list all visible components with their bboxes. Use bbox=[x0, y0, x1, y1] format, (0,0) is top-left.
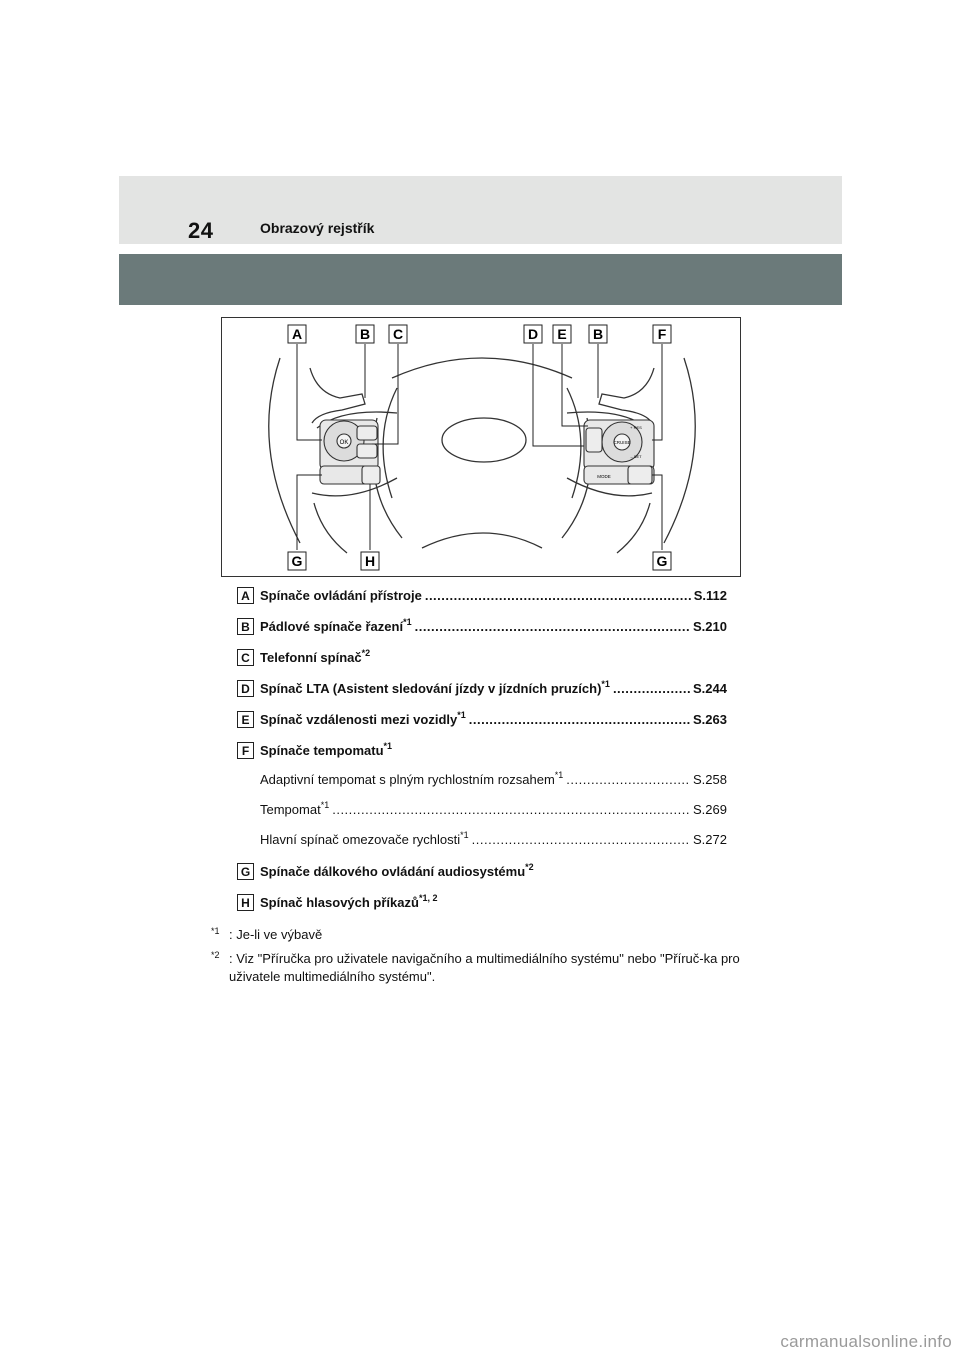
callouts-bottom bbox=[288, 552, 671, 570]
leader-dots bbox=[332, 802, 690, 817]
callout-f: F bbox=[657, 326, 667, 342]
item-footnote-mark: *2 bbox=[361, 648, 371, 658]
leader-dots bbox=[425, 588, 691, 603]
leader-dots bbox=[613, 681, 690, 696]
list-item bbox=[237, 859, 727, 890]
list-item bbox=[237, 738, 727, 769]
res-button-label: + RES bbox=[630, 425, 642, 430]
item-label: Spínače dálkového ovládání audiosystému bbox=[260, 864, 526, 879]
item-key-box: B bbox=[237, 618, 254, 635]
item-key-box: A bbox=[237, 587, 254, 604]
item-label: Spínač vzdálenosti mezi vozidly bbox=[260, 712, 458, 727]
callout-g-right: G bbox=[656, 553, 668, 569]
list-item bbox=[237, 583, 727, 614]
list-item bbox=[237, 769, 727, 799]
item-page-ref[interactable]: S.244 bbox=[693, 681, 727, 696]
item-entry[interactable] bbox=[260, 712, 727, 727]
item-footnote-mark: *2 bbox=[525, 862, 534, 872]
list-item bbox=[237, 829, 727, 859]
item-label: Spínače ovládání přístroje bbox=[260, 588, 422, 603]
item-entry bbox=[260, 743, 727, 758]
item-entry bbox=[260, 895, 727, 910]
item-key-box: G bbox=[237, 863, 254, 880]
callout-d: D bbox=[527, 326, 539, 342]
list-item bbox=[237, 890, 727, 921]
item-footnote-mark: *1 bbox=[403, 617, 412, 627]
list-item bbox=[237, 707, 727, 738]
item-label: Spínač LTA (Asistent sledování jízdy v jízdních pruzích) bbox=[260, 681, 602, 696]
callout-e: E bbox=[557, 326, 567, 342]
item-entry[interactable] bbox=[260, 588, 727, 603]
footnote bbox=[211, 926, 771, 944]
item-label: Telefonní spínač bbox=[260, 650, 362, 665]
item-page-ref[interactable]: S.258 bbox=[693, 772, 727, 787]
list-item bbox=[237, 799, 727, 829]
item-key-box: E bbox=[237, 711, 254, 728]
item-label: Tempomat bbox=[260, 802, 321, 817]
steering-wheel-illustration bbox=[222, 318, 740, 576]
callout-g-left: G bbox=[291, 553, 303, 569]
item-page-ref[interactable]: S.112 bbox=[693, 588, 727, 603]
page-header bbox=[119, 176, 842, 244]
item-entry[interactable] bbox=[260, 619, 727, 634]
index-list bbox=[237, 583, 727, 921]
footnotes bbox=[211, 926, 771, 992]
list-item bbox=[237, 645, 727, 676]
item-entry[interactable] bbox=[260, 772, 727, 787]
list-item bbox=[237, 614, 727, 645]
item-entry bbox=[260, 650, 727, 665]
item-footnote-mark: *1, 2 bbox=[418, 893, 438, 903]
leader-dots bbox=[566, 772, 690, 787]
item-footnote-mark: *1 bbox=[554, 770, 564, 780]
leader-dots bbox=[415, 619, 690, 634]
section-band bbox=[119, 254, 842, 305]
callout-a: A bbox=[291, 326, 303, 342]
watermark: carmanualsonline.info bbox=[780, 1332, 952, 1351]
page-number: 24 bbox=[188, 218, 214, 243]
footnote-text: : Je-li ve výbavě bbox=[229, 927, 323, 942]
item-footnote-mark: *1 bbox=[460, 830, 469, 840]
item-label: Spínače tempomatu bbox=[260, 743, 384, 758]
item-footnote-mark: *1 bbox=[320, 800, 330, 810]
item-entry bbox=[260, 864, 727, 879]
item-footnote-mark: *1 bbox=[383, 741, 393, 751]
item-label: Adaptivní tempomat s plným rychlostním rozsahem bbox=[260, 772, 555, 787]
item-footnote-mark: *1 bbox=[601, 679, 610, 689]
steering-wheel-figure bbox=[221, 317, 741, 577]
item-key-box: D bbox=[237, 680, 254, 697]
item-entry[interactable] bbox=[260, 681, 727, 696]
list-item bbox=[237, 676, 727, 707]
item-key-box: C bbox=[237, 649, 254, 666]
item-page-ref[interactable]: S.263 bbox=[693, 712, 727, 727]
ok-button-label: OK bbox=[339, 440, 349, 446]
leader-dots bbox=[469, 712, 690, 727]
item-label: Spínač hlasových příkazů bbox=[260, 895, 419, 910]
page-title: Obrazový rejstřík bbox=[260, 220, 375, 236]
callout-h: H bbox=[364, 553, 376, 569]
item-page-ref[interactable]: S.269 bbox=[693, 802, 727, 817]
footnote-text: : Viz "Příručka pro uživatele navigačního a multimediálního systému" nebo "Příruč-ka pro uživatele multimediálního systému". bbox=[229, 951, 740, 984]
item-entry[interactable] bbox=[260, 832, 727, 847]
cruise-button-label: CRUISE bbox=[613, 440, 631, 445]
callout-c: C bbox=[392, 326, 404, 342]
callout-b-right: B bbox=[592, 326, 604, 342]
leader-dots bbox=[472, 832, 690, 847]
footnote-mark: *2 bbox=[211, 950, 220, 960]
footnote-mark: *1 bbox=[211, 926, 220, 936]
item-page-ref[interactable]: S.210 bbox=[693, 619, 727, 634]
callout-b-left: B bbox=[359, 326, 371, 342]
footnote bbox=[211, 950, 771, 986]
item-page-ref[interactable]: S.272 bbox=[693, 832, 727, 847]
callouts-top bbox=[288, 325, 671, 343]
item-entry[interactable] bbox=[260, 802, 727, 817]
mode-button-label: MODE bbox=[597, 474, 611, 479]
item-label: Pádlové spínače řazení bbox=[260, 619, 404, 634]
item-footnote-mark: *1 bbox=[457, 710, 466, 720]
item-key-box: F bbox=[237, 742, 254, 759]
set-button-label: – SET bbox=[630, 454, 642, 459]
item-label: Hlavní spínač omezovače rychlosti bbox=[260, 832, 461, 847]
item-key-box: H bbox=[237, 894, 254, 911]
